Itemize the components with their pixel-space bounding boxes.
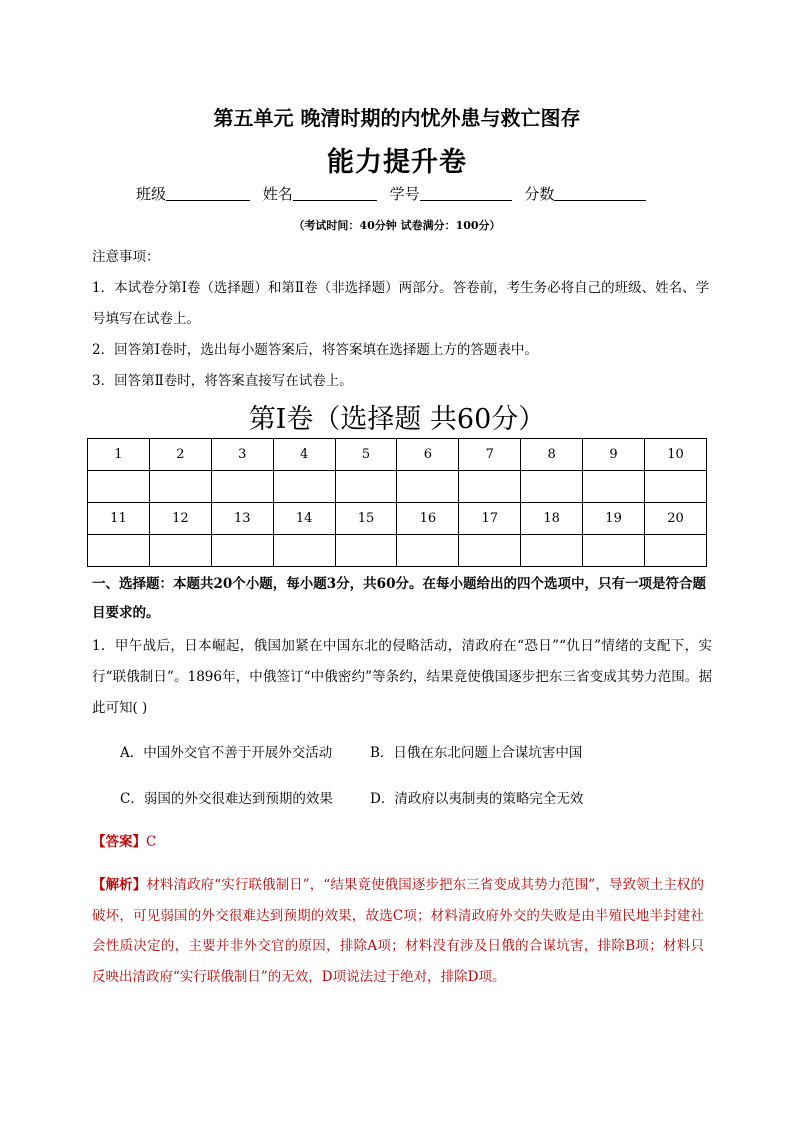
answer-blank-cell[interactable] [88,535,150,567]
question-1-stem: 1．甲午战后，日本崛起，俄国加紧在中国东北的侵略活动，清政府在“恐日”“仇日”情绪的支配下，实行“联俄制日”。1896年，中俄签订“中俄密约”等条约，结果竟使俄国逐步把东三省变成其势力范围。据此可知( ) [92,638,712,716]
answer-table-blank-row [88,535,707,567]
answer-number-cell: 16 [397,503,459,535]
answer-number-cell: 19 [583,503,645,535]
answer-number-cell: 11 [88,503,150,535]
analysis-label: 【解析】 [92,877,147,893]
note-item-2: 2．回答第Ⅰ卷时，选出每小题答案后，将答案填在选择题上方的答题表中。 [92,342,538,358]
question-1-option-c[interactable]: C．弱国的外交很难达到预期的效果 [120,791,333,807]
answer-blank-cell[interactable] [521,471,583,503]
answer-table-blank-row [88,471,707,503]
answer-blank-cell[interactable] [459,535,521,567]
answer-blank-cell[interactable] [583,471,645,503]
main-title: 能力提升卷 [327,147,467,178]
answer-number-cell: 9 [583,439,645,471]
answer-number-cell: 4 [273,439,335,471]
answer-table-number-row [88,439,707,471]
field-student-id-label: 学号 [389,185,420,203]
field-name-line[interactable] [293,185,377,201]
question-1-analysis [92,870,704,992]
part1-title: 第Ⅰ卷（选择题 共60分） [248,404,546,435]
exam-info: （考试时间：40分钟 试卷满分：100分） [293,219,501,232]
answer-label: 【答案】 [92,834,146,850]
answer-blank-cell[interactable] [211,471,273,503]
answer-number-cell: 2 [149,439,211,471]
field-score-line[interactable] [554,185,646,201]
question-1-option-d[interactable]: D．清政府以夷制夷的策略完全无效 [370,791,584,807]
question-1-answer [92,830,156,850]
answer-number-cell: 18 [521,503,583,535]
answer-number-cell: 12 [149,503,211,535]
answer-number-cell: 10 [645,439,707,471]
answer-number-cell: 13 [211,503,273,535]
field-class[interactable] [136,183,250,204]
answer-number-cell: 6 [397,439,459,471]
answer-table [87,438,707,567]
answer-number-cell: 5 [335,439,397,471]
field-class-line[interactable] [166,185,250,201]
answer-blank-cell[interactable] [397,471,459,503]
unit-title: 第五单元 晚清时期的内忧外患与救亡图存 [213,106,581,130]
answer-number-cell: 3 [211,439,273,471]
answer-table-number-row [88,503,707,535]
field-score[interactable] [524,183,646,204]
answer-blank-cell[interactable] [583,535,645,567]
answer-number-cell: 8 [521,439,583,471]
field-class-label: 班级 [136,185,167,203]
answer-blank-cell[interactable] [211,535,273,567]
answer-blank-cell[interactable] [459,471,521,503]
question-1-option-b[interactable]: B．日俄在东北问题上合谋坑害中国 [370,745,583,761]
field-score-label: 分数 [524,185,555,203]
answer-number-cell: 7 [459,439,521,471]
student-info-fields [136,183,696,204]
answer-number-cell: 15 [335,503,397,535]
answer-blank-cell[interactable] [335,535,397,567]
answer-number-cell: 14 [273,503,335,535]
answer-blank-cell[interactable] [645,535,707,567]
answer-blank-cell[interactable] [273,471,335,503]
answer-blank-cell[interactable] [149,535,211,567]
note-item-3: 3．回答第Ⅱ卷时，将答案直接写在试卷上。 [92,373,353,389]
answer-blank-cell[interactable] [397,535,459,567]
answer-blank-cell[interactable] [521,535,583,567]
question-1-option-a[interactable]: A．中国外交官不善于开展外交活动 [120,745,333,761]
field-student-id[interactable] [390,183,512,204]
section1-heading: 一、选择题：本题共20个小题，每小题3分，共60分。在每小题给出的四个选项中，只有一项是符合题目要求的。 [92,576,706,621]
notes-heading: 注意事项： [92,249,160,265]
answer-blank-cell[interactable] [273,535,335,567]
field-student-id-line[interactable] [420,185,512,201]
answer-blank-cell[interactable] [88,471,150,503]
answer-blank-cell[interactable] [335,471,397,503]
answer-blank-cell[interactable] [149,471,211,503]
answer-number-cell: 17 [459,503,521,535]
field-name[interactable] [263,183,377,204]
answer-blank-cell[interactable] [645,471,707,503]
answer-number-cell: 20 [645,503,707,535]
analysis-text: 材料清政府“实行联俄制日”，“结果竟使俄国逐步把东三省变成其势力范围”，导致领土主权的破坏，可见弱国的外交很难达到预期的效果，故选C项；材料清政府外交的失败是由半殖民地半封建社会性质决定的，主要并非外交官的原因，排除A项；材料没有涉及日俄的合谋坑害，排除B项；材料只反映出清政府“实行联俄制日”的无效，D项说法过于绝对，排除D项。 [92,877,705,985]
note-item-1: 1．本试卷分第Ⅰ卷（选择题）和第Ⅱ卷（非选择题）两部分。答卷前，考生务必将自己的班级、姓名、学号填写在试卷上。 [92,280,710,327]
answer-number-cell: 1 [88,439,150,471]
field-name-label: 姓名 [262,185,293,203]
answer-value: C [146,834,157,850]
